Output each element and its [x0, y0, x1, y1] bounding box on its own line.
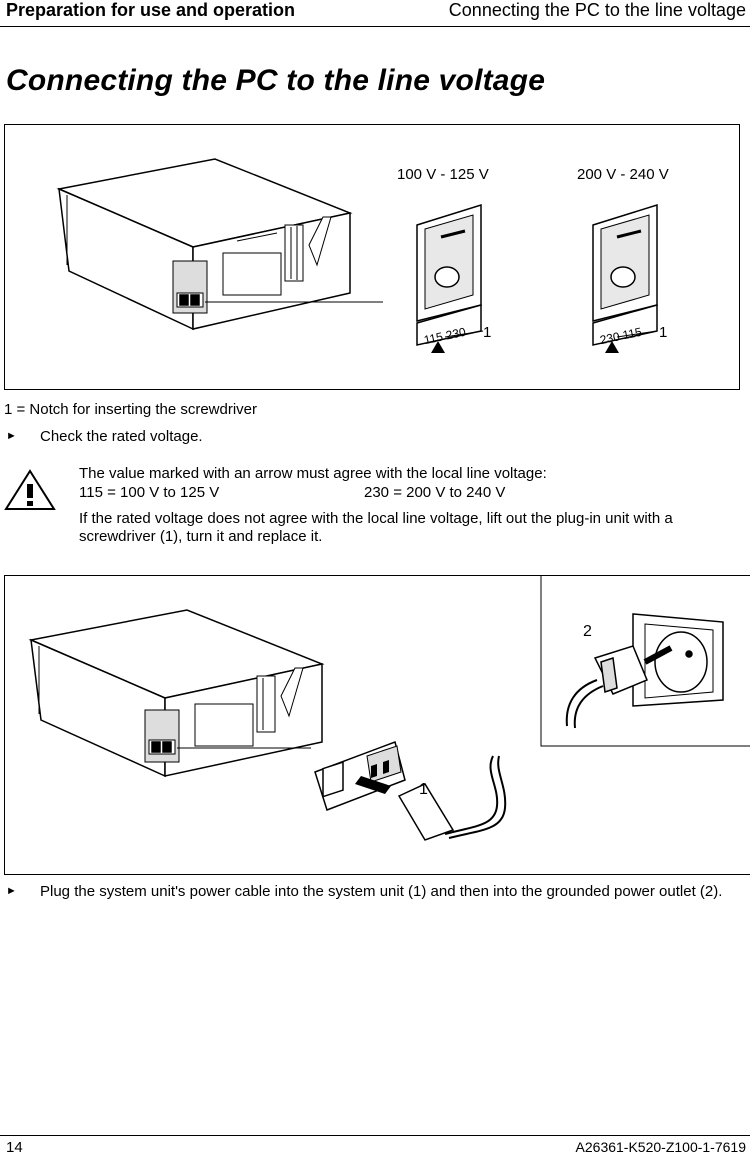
voltage-label-high: 200 V - 240 V: [577, 166, 669, 183]
pc-chassis-drawing: [59, 159, 350, 329]
voltage-label-low: 100 V - 125 V: [397, 166, 489, 183]
warning-triangle-icon: [4, 468, 56, 512]
voltage-selector-illustration: [5, 125, 739, 389]
footer-rule: [0, 1135, 750, 1136]
document-id: A26361-K520-Z100-1-7619: [575, 1139, 746, 1155]
figure1-caption: 1 = Notch for inserting the screwdriver: [4, 401, 258, 418]
page-number: 14: [6, 1139, 23, 1156]
header-rule: [0, 26, 750, 27]
switch-right-label: 230 115: [598, 324, 644, 348]
warning-mapping-115: 115 = 100 V to 125 V: [79, 484, 220, 501]
step-plug-in: Plug the system unit's power cable into the system unit (1) and then into the grounded power outlet (2).: [40, 883, 723, 900]
step-check-voltage: Check the rated voltage.: [40, 428, 203, 445]
figure-voltage-selector: [4, 124, 740, 390]
callout-1-left: 1: [483, 324, 492, 341]
switch-left-label: 115 230: [422, 324, 468, 348]
callout-1: 1: [419, 781, 428, 798]
warning-instructions: If the rated voltage does not agree with the local line voltage, lift out the plug-in unit with a screwdriver (1), turn it and replace it.: [79, 510, 673, 545]
power-inlet-module: [315, 742, 405, 810]
figure-power-connection: [4, 575, 750, 875]
warning-mapping-230: 230 = 200 V to 240 V: [364, 484, 506, 501]
running-header-chapter: Connecting the PC to the line voltage: [448, 0, 746, 20]
power-connection-illustration: [5, 576, 750, 874]
callout-2: 2: [583, 623, 592, 640]
warning-line1: The value marked with an arrow must agree with the local line voltage:: [79, 465, 547, 482]
callout-1-right: 1: [659, 324, 668, 341]
bullet-arrow-icon: ►: [6, 430, 17, 442]
page-title: Connecting the PC to the line voltage: [6, 64, 546, 97]
pc-chassis-drawing: [31, 610, 322, 776]
running-header-section: Preparation for use and operation: [6, 0, 296, 20]
bullet-arrow-icon: ►: [6, 885, 17, 897]
